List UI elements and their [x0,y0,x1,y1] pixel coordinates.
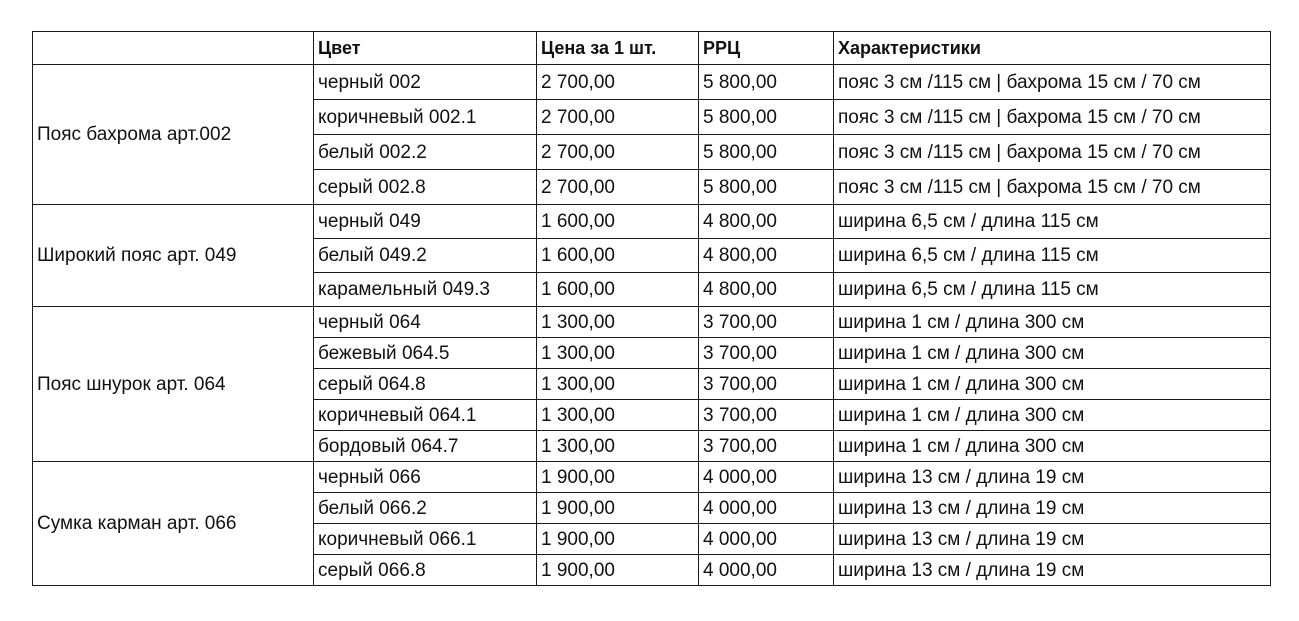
rrp-cell: 5 800,00 [699,135,834,170]
price-cell: 2 700,00 [537,170,699,205]
color-cell: белый 066.2 [314,493,537,524]
table-row [33,65,1271,100]
color-cell: серый 064.8 [314,369,537,400]
header-row [33,32,1271,65]
specs-cell: пояс 3 см /115 см | бахрома 15 см / 70 см [834,65,1271,100]
color-cell: карамельный 049.3 [314,273,537,307]
color-cell: коричневый 064.1 [314,400,537,431]
table-body [33,65,1271,586]
rrp-cell: 3 700,00 [699,431,834,462]
price-cell: 1 300,00 [537,400,699,431]
specs-cell: пояс 3 см /115 см | бахрома 15 см / 70 см [834,135,1271,170]
table-row [33,462,1271,493]
rrp-cell: 3 700,00 [699,338,834,369]
specs-cell: ширина 13 см / длина 19 см [834,493,1271,524]
specs-cell: ширина 6,5 см / длина 115 см [834,205,1271,239]
table-row [33,205,1271,239]
specs-cell: ширина 13 см / длина 19 см [834,462,1271,493]
rrp-cell: 4 800,00 [699,239,834,273]
price-cell: 1 600,00 [537,273,699,307]
price-cell: 2 700,00 [537,100,699,135]
rrp-cell: 4 800,00 [699,273,834,307]
price-cell: 2 700,00 [537,65,699,100]
color-cell: черный 049 [314,205,537,239]
header-product-cell [33,32,314,65]
color-cell: белый 049.2 [314,239,537,273]
price-cell: 1 300,00 [537,307,699,338]
color-cell: коричневый 002.1 [314,100,537,135]
color-cell: серый 002.8 [314,170,537,205]
product-name: Пояс бахрома арт.002 [33,65,314,205]
specs-cell: ширина 1 см / длина 300 см [834,338,1271,369]
price-cell: 1 600,00 [537,205,699,239]
color-cell: бордовый 064.7 [314,431,537,462]
price-cell: 1 900,00 [537,555,699,586]
price-cell: 1 900,00 [537,524,699,555]
specs-cell: ширина 1 см / длина 300 см [834,369,1271,400]
rrp-cell: 4 000,00 [699,524,834,555]
specs-cell: ширина 1 см / длина 300 см [834,431,1271,462]
rrp-cell: 4 000,00 [699,462,834,493]
color-cell: белый 002.2 [314,135,537,170]
specs-cell: ширина 13 см / длина 19 см [834,524,1271,555]
product-name: Пояс шнурок арт. 064 [33,307,314,462]
specs-cell: ширина 13 см / длина 19 см [834,555,1271,586]
rrp-cell: 4 000,00 [699,555,834,586]
price-cell: 1 300,00 [537,431,699,462]
product-name: Широкий пояс арт. 049 [33,205,314,307]
price-cell: 2 700,00 [537,135,699,170]
price-cell: 1 300,00 [537,369,699,400]
rrp-cell: 3 700,00 [699,369,834,400]
rrp-cell: 5 800,00 [699,170,834,205]
table-row [33,307,1271,338]
header-rrp: РРЦ [699,32,834,65]
rrp-cell: 3 700,00 [699,307,834,338]
specs-cell: ширина 1 см / длина 300 см [834,400,1271,431]
rrp-cell: 4 000,00 [699,493,834,524]
rrp-cell: 3 700,00 [699,400,834,431]
price-cell: 1 300,00 [537,338,699,369]
color-cell: черный 002 [314,65,537,100]
specs-cell: ширина 6,5 см / длина 115 см [834,273,1271,307]
rrp-cell: 5 800,00 [699,65,834,100]
header-color: Цвет [314,32,537,65]
color-cell: коричневый 066.1 [314,524,537,555]
price-cell: 1 900,00 [537,493,699,524]
specs-cell: ширина 6,5 см / длина 115 см [834,239,1271,273]
specs-cell: пояс 3 см /115 см | бахрома 15 см / 70 см [834,100,1271,135]
color-cell: серый 066.8 [314,555,537,586]
price-cell: 1 600,00 [537,239,699,273]
specs-cell: пояс 3 см /115 см | бахрома 15 см / 70 см [834,170,1271,205]
product-name: Сумка карман арт. 066 [33,462,314,586]
color-cell: черный 066 [314,462,537,493]
header-specs: Характеристики [834,32,1271,65]
price-table [32,31,1271,586]
price-cell: 1 900,00 [537,462,699,493]
rrp-cell: 5 800,00 [699,100,834,135]
color-cell: бежевый 064.5 [314,338,537,369]
rrp-cell: 4 800,00 [699,205,834,239]
color-cell: черный 064 [314,307,537,338]
specs-cell: ширина 1 см / длина 300 см [834,307,1271,338]
header-price: Цена за 1 шт. [537,32,699,65]
